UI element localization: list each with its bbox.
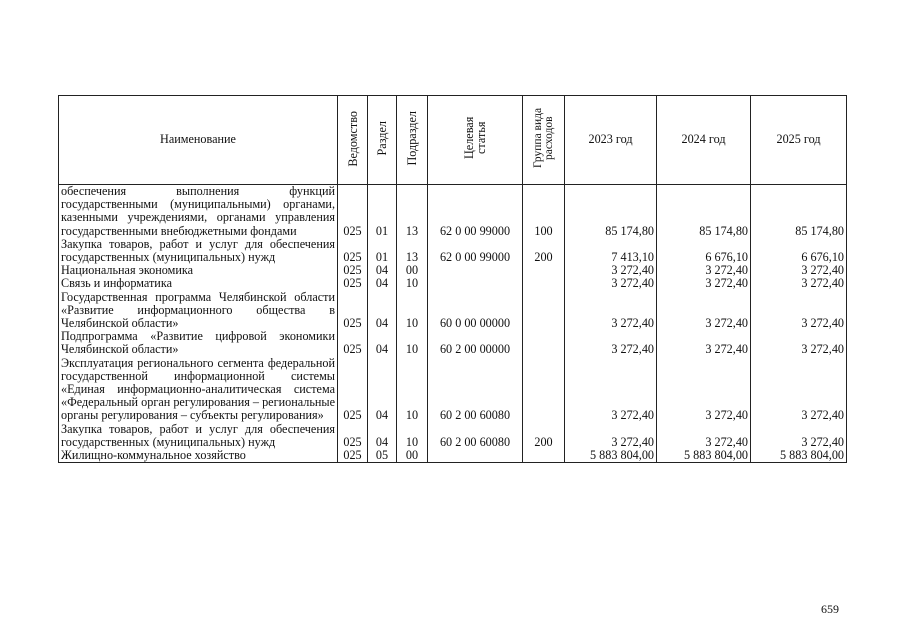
table-row bbox=[59, 423, 847, 449]
row-2023: 3 272,40 bbox=[565, 277, 657, 290]
row-2023: 3 272,40 bbox=[565, 423, 657, 449]
row-2024: 3 272,40 bbox=[657, 330, 751, 356]
table-header-row bbox=[59, 96, 847, 185]
row-section: 01 bbox=[368, 238, 397, 264]
row-section: 05 bbox=[368, 449, 397, 463]
row-2024: 3 272,40 bbox=[657, 291, 751, 331]
row-dept: 025 bbox=[338, 330, 368, 356]
row-2023: 3 272,40 bbox=[565, 264, 657, 277]
row-2023: 3 272,40 bbox=[565, 357, 657, 423]
header-2025: 2025 год bbox=[751, 96, 847, 185]
row-2024: 3 272,40 bbox=[657, 264, 751, 277]
row-2023: 3 272,40 bbox=[565, 291, 657, 331]
table-row bbox=[59, 185, 847, 238]
row-section: 04 bbox=[368, 423, 397, 449]
row-2025: 3 272,40 bbox=[751, 330, 847, 356]
table-row bbox=[59, 264, 847, 277]
row-subsection: 00 bbox=[397, 449, 428, 463]
row-2023: 3 272,40 bbox=[565, 330, 657, 356]
row-2024: 3 272,40 bbox=[657, 357, 751, 423]
row-group bbox=[523, 357, 565, 423]
row-2025: 85 174,80 bbox=[751, 185, 847, 238]
row-section: 01 bbox=[368, 185, 397, 238]
header-subsection: Подраздел bbox=[397, 96, 428, 185]
row-2024: 3 272,40 bbox=[657, 277, 751, 290]
row-2024: 6 676,10 bbox=[657, 238, 751, 264]
row-2025: 6 676,10 bbox=[751, 238, 847, 264]
row-group bbox=[523, 449, 565, 463]
row-subsection: 10 bbox=[397, 423, 428, 449]
row-group bbox=[523, 291, 565, 331]
row-group bbox=[523, 330, 565, 356]
row-dept: 025 bbox=[338, 264, 368, 277]
row-target: 60 2 00 00000 bbox=[428, 330, 523, 356]
header-group: Группа вида расходов bbox=[523, 96, 565, 185]
row-2025: 3 272,40 bbox=[751, 357, 847, 423]
row-target: 62 0 00 99000 bbox=[428, 238, 523, 264]
row-name: Эксплуатация регионального сегмента федеральной государственной информационной системы «Единая информационно-аналитическая система «Федеральный орган регулирования – региональные органы регулирования – субъекты регулирования» bbox=[59, 357, 338, 423]
row-dept: 025 bbox=[338, 357, 368, 423]
row-group: 100 bbox=[523, 185, 565, 238]
row-target bbox=[428, 264, 523, 277]
row-name: Закупка товаров, работ и услуг для обеспечения государственных (муниципальных) нужд bbox=[59, 423, 338, 449]
header-2023: 2023 год bbox=[565, 96, 657, 185]
row-section: 04 bbox=[368, 264, 397, 277]
row-section: 04 bbox=[368, 357, 397, 423]
row-name: Связь и информатика bbox=[59, 277, 338, 290]
row-dept: 025 bbox=[338, 449, 368, 463]
row-name: Национальная экономика bbox=[59, 264, 338, 277]
row-section: 04 bbox=[368, 330, 397, 356]
row-name: обеспечения выполнения функций государственными (муниципальными) органами, казенными учреждениями, органами управления государственными внебюджетными фондами bbox=[59, 185, 338, 238]
page-number: 659 bbox=[821, 602, 839, 616]
row-dept: 025 bbox=[338, 423, 368, 449]
row-2025: 3 272,40 bbox=[751, 264, 847, 277]
row-2025: 3 272,40 bbox=[751, 423, 847, 449]
row-target: 60 2 00 60080 bbox=[428, 357, 523, 423]
header-dept: Ведомство bbox=[338, 96, 368, 185]
row-target: 60 2 00 60080 bbox=[428, 423, 523, 449]
row-section: 04 bbox=[368, 277, 397, 290]
row-group bbox=[523, 264, 565, 277]
table-row bbox=[59, 357, 847, 423]
table-row bbox=[59, 330, 847, 356]
row-dept: 025 bbox=[338, 185, 368, 238]
row-subsection: 10 bbox=[397, 330, 428, 356]
row-2025: 5 883 804,00 bbox=[751, 449, 847, 463]
row-subsection: 13 bbox=[397, 185, 428, 238]
row-name: Государственная программа Челябинской области «Развитие информационного общества в Челябинской области» bbox=[59, 291, 338, 331]
row-section: 04 bbox=[368, 291, 397, 331]
row-target: 62 0 00 99000 bbox=[428, 185, 523, 238]
row-2023: 85 174,80 bbox=[565, 185, 657, 238]
row-name: Жилищно-коммунальное хозяйство bbox=[59, 449, 338, 463]
row-dept: 025 bbox=[338, 277, 368, 290]
table-row bbox=[59, 277, 847, 290]
row-2023: 7 413,10 bbox=[565, 238, 657, 264]
row-group: 200 bbox=[523, 423, 565, 449]
row-subsection: 10 bbox=[397, 357, 428, 423]
row-subsection: 10 bbox=[397, 277, 428, 290]
table-row bbox=[59, 449, 847, 463]
row-2025: 3 272,40 bbox=[751, 291, 847, 331]
row-subsection: 13 bbox=[397, 238, 428, 264]
row-2024: 85 174,80 bbox=[657, 185, 751, 238]
row-dept: 025 bbox=[338, 291, 368, 331]
row-target: 60 0 00 00000 bbox=[428, 291, 523, 331]
row-name: Подпрограмма «Развитие цифровой экономики Челябинской области» bbox=[59, 330, 338, 356]
row-dept: 025 bbox=[338, 238, 368, 264]
row-group: 200 bbox=[523, 238, 565, 264]
row-subsection: 00 bbox=[397, 264, 428, 277]
row-name: Закупка товаров, работ и услуг для обеспечения государственных (муниципальных) нужд bbox=[59, 238, 338, 264]
budget-table bbox=[58, 95, 847, 463]
header-target: Целевая статья bbox=[428, 96, 523, 185]
row-2024: 5 883 804,00 bbox=[657, 449, 751, 463]
header-name: Наименование bbox=[59, 96, 338, 185]
header-section: Раздел bbox=[368, 96, 397, 185]
row-target bbox=[428, 449, 523, 463]
row-2024: 3 272,40 bbox=[657, 423, 751, 449]
table-row bbox=[59, 291, 847, 331]
row-subsection: 10 bbox=[397, 291, 428, 331]
row-group bbox=[523, 277, 565, 290]
row-2025: 3 272,40 bbox=[751, 277, 847, 290]
table-row bbox=[59, 238, 847, 264]
row-2023: 5 883 804,00 bbox=[565, 449, 657, 463]
row-target bbox=[428, 277, 523, 290]
header-2024: 2024 год bbox=[657, 96, 751, 185]
